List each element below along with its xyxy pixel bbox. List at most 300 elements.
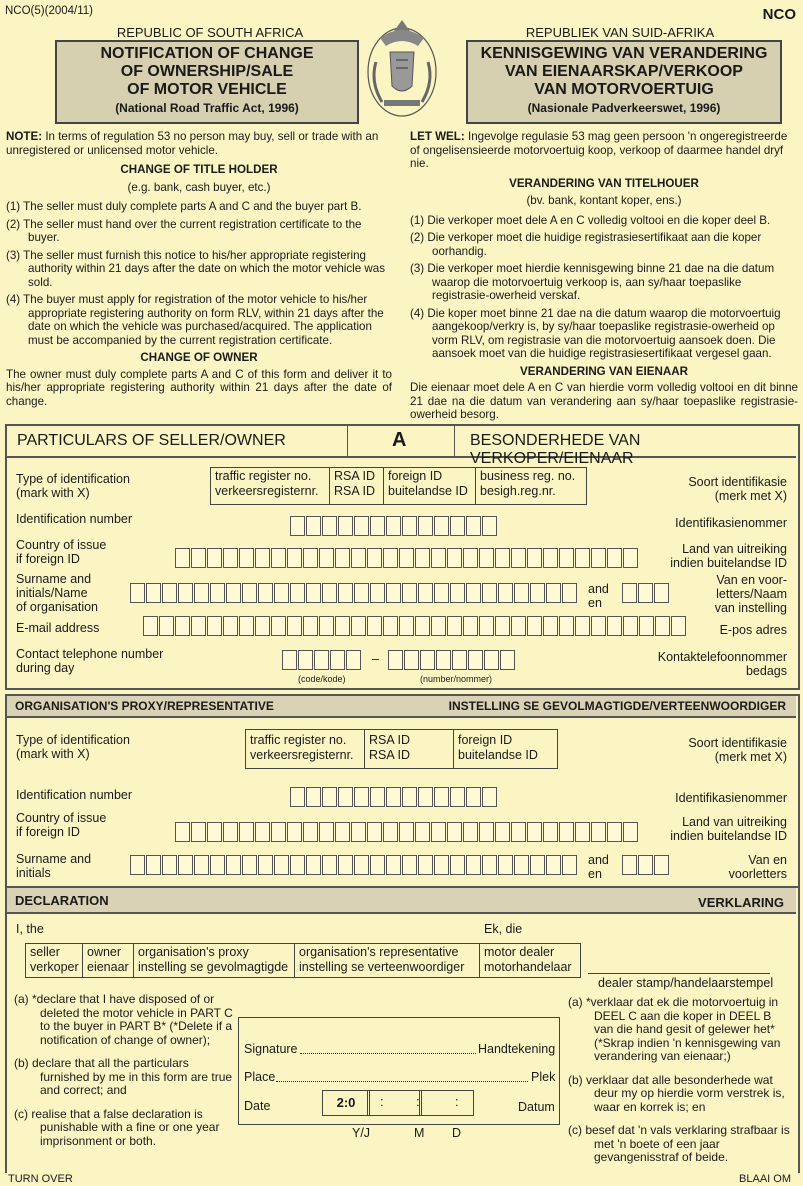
character-cell[interactable] (482, 787, 497, 807)
character-cell[interactable] (420, 650, 435, 670)
character-cell[interactable] (591, 548, 606, 568)
proxy-right-heading: INSTELLING SE GEVOLMAGTIGDE/VERTEENWOORDIGER (448, 699, 786, 713)
character-cell[interactable] (314, 650, 329, 670)
character-cell[interactable] (450, 787, 465, 807)
part-a-surname-boxes[interactable] (130, 583, 578, 608)
character-cell[interactable] (418, 855, 433, 875)
character-cell[interactable] (130, 855, 145, 875)
coat-of-arms (360, 12, 444, 122)
character-cell[interactable] (194, 583, 209, 603)
character-cell[interactable] (271, 616, 286, 636)
character-cell[interactable] (338, 855, 353, 875)
character-cell[interactable] (383, 822, 398, 842)
character-cell[interactable] (223, 822, 238, 842)
character-cell[interactable] (330, 650, 345, 670)
character-cell[interactable] (575, 822, 590, 842)
character-cell[interactable] (591, 822, 606, 842)
part-a-country-label-af: Land van uitreiking indien buitelandse ID (670, 542, 787, 570)
date-yj-caption: Y/J (352, 1126, 371, 1140)
en-item-1: (1) The seller must duly complete parts A and C and the buyer part B. (6, 200, 362, 213)
character-cell[interactable] (479, 548, 494, 568)
declaration-af-a: (a) *verklaar dat ek die motorvoertuig in DEEL C aan die koper in DEEL B van die hand gesit of gelewer het* (*Skrap indien 'n kennisgewing van verandering van eienaar;) (568, 995, 781, 1063)
dealer-stamp-label: dealer stamp/handelaarstempel (598, 976, 774, 990)
character-cell[interactable] (306, 583, 321, 603)
character-cell[interactable] (338, 583, 353, 603)
signature-line[interactable] (300, 1053, 476, 1054)
left-title-line-3: OF MOTOR VEHICLE (127, 81, 287, 98)
en-title-holder-sub: (e.g. bank, cash buyer, etc.) (127, 180, 271, 194)
date-separators: : (380, 1094, 384, 1109)
character-cell[interactable] (468, 650, 483, 670)
character-cell[interactable] (671, 616, 686, 636)
character-cell[interactable] (143, 616, 158, 636)
part-a-letter-divider-right (454, 426, 455, 456)
character-cell[interactable] (242, 583, 257, 603)
proxy-option-rsa-id[interactable]: RSA ID RSA ID (364, 729, 454, 769)
character-cell[interactable] (498, 855, 513, 875)
character-cell[interactable] (399, 548, 414, 568)
af-note-label: LET WEL: (410, 130, 465, 143)
character-cell[interactable] (415, 548, 430, 568)
part-a-letter-divider-left (347, 426, 348, 456)
proxy-id-number-label-af: Identifikasienommer (675, 791, 787, 805)
character-cell[interactable] (484, 650, 499, 670)
character-cell[interactable] (210, 855, 225, 875)
en-owner-text: The owner must duly complete parts A and C of this form and deliver it to his/her appropriate registering authority within 21 days after the date of change. (6, 367, 392, 408)
af-item-1: (1) Die verkoper moet dele A en C volledig voltooi en die koper deel B. (410, 213, 771, 227)
en-owner-heading: CHANGE OF OWNER (140, 351, 258, 364)
date-day-box[interactable] (419, 1090, 474, 1116)
character-cell[interactable] (498, 583, 513, 603)
place-label: Place (244, 1070, 276, 1084)
character-cell[interactable] (335, 616, 350, 636)
role-organisation-representative[interactable]: organisation's representative instelling se verteenwoordiger (294, 943, 480, 978)
character-cell[interactable] (290, 516, 305, 536)
af-owner-text: Die eienaar moet dele A en C van hierdie vorm volledig voltooi en dit binne 21 dae na die datum van verandering aan sy/haar toepaslike registrasie-owerheid besorg. (410, 381, 798, 421)
part-a-surname-label-af: Van en voor- letters/Naam van instelling (714, 573, 787, 615)
character-cell[interactable] (255, 548, 270, 568)
character-cell[interactable] (194, 855, 209, 875)
character-cell[interactable] (431, 616, 446, 636)
part-a-country-label: Country of issue if foreign ID (16, 538, 107, 566)
declaration-en-c: (c) realise that a false declaration is punishable with a fine or one year imprisonment or both. (14, 1106, 220, 1148)
character-cell[interactable] (562, 855, 577, 875)
place-label-af: Plek (531, 1070, 556, 1084)
character-cell[interactable] (431, 548, 446, 568)
character-cell[interactable] (415, 616, 430, 636)
character-cell[interactable] (319, 548, 334, 568)
declaration-af-b: (b) verklaar dat alle besonderhede wat deur my op hierdie vorm verstrek is, waar en korrek is; en (568, 1072, 785, 1114)
character-cell[interactable] (591, 616, 606, 636)
af-title-holder-heading: VERANDERING VAN TITELHOUER (509, 176, 699, 190)
character-cell[interactable] (175, 616, 190, 636)
character-cell[interactable] (654, 855, 669, 875)
date-month-box[interactable] (367, 1090, 422, 1116)
character-cell[interactable] (463, 822, 478, 842)
character-cell[interactable] (226, 583, 241, 603)
character-cell[interactable] (495, 548, 510, 568)
right-title-line-2: VAN EIENAARSKAP/VERKOOP (505, 63, 743, 80)
character-cell[interactable] (434, 583, 449, 603)
character-cell[interactable] (207, 616, 222, 636)
character-cell[interactable] (388, 650, 403, 670)
character-cell[interactable] (527, 616, 542, 636)
character-cell[interactable] (622, 583, 637, 603)
part-a-option-foreign-id[interactable]: foreign ID buitelandse ID (383, 467, 476, 505)
character-cell[interactable] (322, 516, 337, 536)
character-cell[interactable] (466, 787, 481, 807)
character-cell[interactable] (303, 548, 318, 568)
date-label: Date (244, 1099, 271, 1113)
character-cell[interactable] (303, 822, 318, 842)
character-cell[interactable] (274, 583, 289, 603)
proxy-country-boxes[interactable] (175, 822, 639, 847)
character-cell[interactable] (415, 822, 430, 842)
character-cell[interactable] (434, 855, 449, 875)
character-cell[interactable] (258, 855, 273, 875)
af-item-3: (3) Die verkoper moet hierdie kennisgewing binne 21 dae na die datum waarop die motorvoertuig verkoop is, aan sy/haar toepaslike registrasie-owerheid verskaf. (410, 262, 775, 302)
date-d-caption: D (452, 1126, 462, 1140)
character-cell[interactable] (559, 616, 574, 636)
character-cell[interactable] (654, 583, 669, 603)
character-cell[interactable] (306, 787, 321, 807)
character-cell[interactable] (191, 616, 206, 636)
character-cell[interactable] (306, 855, 321, 875)
part-a-initials-boxes[interactable] (622, 583, 670, 608)
character-cell[interactable] (383, 616, 398, 636)
proxy-left-heading: ORGANISATION'S PROXY/REPRESENTATIVE (15, 699, 274, 713)
role-seller[interactable]: seller verkoper (25, 943, 83, 978)
character-cell[interactable] (638, 855, 653, 875)
character-cell[interactable] (322, 583, 337, 603)
character-cell[interactable] (607, 616, 622, 636)
left-title-box (55, 40, 359, 124)
character-cell[interactable] (655, 616, 670, 636)
character-cell[interactable] (370, 516, 385, 536)
character-cell[interactable] (242, 855, 257, 875)
part-a-email-label-af: E-pos adres (719, 623, 787, 637)
form-code: NCO(5)(2004/11) (5, 5, 93, 17)
character-cell[interactable] (258, 583, 273, 603)
part-a-id-number-boxes[interactable] (290, 516, 498, 541)
character-cell[interactable] (575, 616, 590, 636)
character-cell[interactable] (271, 548, 286, 568)
left-act: (National Road Traffic Act, 1996) (115, 101, 299, 115)
character-cell[interactable] (623, 616, 638, 636)
character-cell[interactable] (495, 616, 510, 636)
part-a-right-heading: BESONDERHEDE VAN VERKOPER/EIENAAR (470, 432, 641, 467)
character-cell[interactable] (306, 516, 321, 536)
part-a-number-caption: (number/nommer) (420, 674, 493, 684)
dealer-stamp-line (588, 973, 770, 974)
character-cell[interactable] (282, 650, 297, 670)
af-item-2: (2) Die verkoper moet die huidige registrasiesertifikaat aan die koper oorhandig. (410, 231, 762, 258)
character-cell[interactable] (450, 583, 465, 603)
character-cell[interactable] (351, 616, 366, 636)
character-cell[interactable] (562, 583, 577, 603)
part-a-type-id-label-af: Soort identifikasie (merk met X) (688, 475, 787, 503)
character-cell[interactable] (447, 548, 462, 568)
date-label-af: Datum (518, 1100, 555, 1114)
character-cell[interactable] (450, 516, 465, 536)
character-cell[interactable] (399, 822, 414, 842)
character-cell[interactable] (351, 822, 366, 842)
proxy-country-label-af: Land van uitreiking indien buitelandse ID (670, 815, 787, 843)
signature-label: Signature (244, 1042, 298, 1056)
signature-label-af: Handtekening (478, 1042, 556, 1056)
character-cell[interactable] (159, 616, 174, 636)
left-title-line-1: NOTIFICATION OF CHANGE (100, 45, 314, 62)
character-cell[interactable] (162, 855, 177, 875)
character-cell[interactable] (402, 855, 417, 875)
character-cell[interactable] (450, 855, 465, 875)
character-cell[interactable] (162, 583, 177, 603)
part-a-phone-label: Contact telephone number during day (16, 647, 164, 675)
character-cell[interactable] (386, 787, 401, 807)
character-cell[interactable] (623, 548, 638, 568)
character-cell[interactable] (418, 787, 433, 807)
proxy-and-label: and en (588, 853, 609, 881)
proxy-initials-boxes[interactable] (622, 855, 670, 880)
declaration-en-b: (b) declare that all the particulars furnished by me in this form are true and correct; and (14, 1056, 233, 1097)
proxy-surname-boxes[interactable] (130, 855, 578, 880)
character-cell[interactable] (287, 616, 302, 636)
en-item-3: (3) The seller must furnish this notice to his/her appropriate registering authority within 21 days after the date on which the motor vehicle was sold. (6, 248, 386, 289)
character-cell[interactable] (383, 548, 398, 568)
character-cell[interactable] (386, 583, 401, 603)
character-cell[interactable] (436, 650, 451, 670)
part-a-email-label: E-mail address (16, 621, 100, 635)
character-cell[interactable] (466, 583, 481, 603)
right-title-line-3: VAN MOTORVOERTUIG (534, 81, 714, 98)
character-cell[interactable] (482, 516, 497, 536)
character-cell[interactable] (530, 855, 545, 875)
character-cell[interactable] (546, 855, 561, 875)
character-cell[interactable] (527, 548, 542, 568)
part-a-phone-label-af: Kontaktelefoonnommer bedags (657, 650, 787, 678)
character-cell[interactable] (319, 616, 334, 636)
role-owner[interactable]: owner eienaar (82, 943, 134, 978)
character-cell[interactable] (511, 616, 526, 636)
en-item-4: (4) The buyer must apply for registration of the motor vehicle to his/her appropriate registering authority on form RLV, within 21 days after the date on which the vehicle was purchased/acquired. The application must be accompanied by the current registration certificate. (6, 293, 384, 347)
character-cell[interactable] (255, 616, 270, 636)
character-cell[interactable] (271, 822, 286, 842)
part-a-code-caption: (code/kode) (298, 674, 346, 684)
role-motor-dealer[interactable]: motor dealer motorhandelaar (479, 943, 581, 978)
right-title-box (466, 40, 782, 124)
character-cell[interactable] (431, 822, 446, 842)
proxy-option-foreign-id[interactable]: foreign ID buitelandse ID (453, 729, 558, 769)
character-cell[interactable] (338, 787, 353, 807)
character-cell[interactable] (402, 583, 417, 603)
character-cell[interactable] (370, 855, 385, 875)
af-title-holder-sub: (bv. bank, kontant koper, ens.) (526, 194, 682, 207)
character-cell[interactable] (354, 516, 369, 536)
character-cell[interactable] (287, 548, 302, 568)
place-line[interactable] (276, 1081, 528, 1082)
character-cell[interactable] (466, 855, 481, 875)
en-note: In terms of regulation 53 no person may buy, sell or trade with an unregistered or unlicensed motor vehicle. (6, 130, 379, 157)
character-cell[interactable] (226, 855, 241, 875)
character-cell[interactable] (367, 548, 382, 568)
character-cell[interactable] (298, 650, 313, 670)
character-cell[interactable] (530, 583, 545, 603)
af-note: Ingevolge regulasie 53 mag geen persoon 'n ongeregistreerde of ongelisensieerde motorvoertuig koop, verkoop of daarmee handel dryf nie. (410, 130, 788, 170)
character-cell[interactable] (175, 548, 190, 568)
character-cell[interactable] (452, 650, 467, 670)
character-cell[interactable] (287, 822, 302, 842)
proxy-id-number-boxes[interactable] (290, 787, 498, 812)
character-cell[interactable] (255, 822, 270, 842)
character-cell[interactable] (607, 548, 622, 568)
character-cell[interactable] (191, 822, 206, 842)
character-cell[interactable] (274, 855, 289, 875)
character-cell[interactable] (367, 822, 382, 842)
character-cell[interactable] (399, 616, 414, 636)
character-cell[interactable] (354, 787, 369, 807)
character-cell[interactable] (607, 822, 622, 842)
character-cell[interactable] (479, 616, 494, 636)
character-cell[interactable] (514, 855, 529, 875)
character-cell[interactable] (495, 822, 510, 842)
character-cell[interactable] (354, 855, 369, 875)
character-cell[interactable] (335, 548, 350, 568)
character-cell[interactable] (418, 583, 433, 603)
part-a-country-boxes[interactable] (175, 548, 639, 573)
character-cell[interactable] (303, 616, 318, 636)
character-cell[interactable] (290, 787, 305, 807)
part-a-left-heading: PARTICULARS OF SELLER/OWNER (17, 432, 286, 449)
en-title-holder-heading: CHANGE OF TITLE HOLDER (120, 163, 278, 176)
part-a-option-business-reg[interactable]: business reg. no. besigh.reg.nr. (475, 467, 587, 505)
character-cell[interactable] (175, 822, 190, 842)
character-cell[interactable] (239, 822, 254, 842)
character-cell[interactable] (351, 548, 366, 568)
character-cell[interactable] (367, 616, 382, 636)
declaration-right-heading: VERKLARING (698, 895, 784, 910)
part-a-email-boxes[interactable] (143, 616, 687, 641)
character-cell[interactable] (207, 548, 222, 568)
character-cell[interactable] (482, 855, 497, 875)
date-separators-3: : (455, 1094, 459, 1109)
proxy-surname-label-af: Van en voorletters (728, 853, 787, 881)
character-cell[interactable] (191, 548, 206, 568)
character-cell[interactable] (290, 583, 305, 603)
character-cell[interactable] (639, 616, 654, 636)
character-cell[interactable] (434, 516, 449, 536)
character-cell[interactable] (543, 822, 558, 842)
proxy-option-traffic-register[interactable]: traffic register no. verkeersregisternr. (245, 729, 365, 769)
character-cell[interactable] (386, 516, 401, 536)
part-a-id-number-label-af: Identifikasienommer (675, 516, 787, 530)
character-cell[interactable] (370, 787, 385, 807)
role-organisation-proxy[interactable]: organisation's proxy instelling se gevolmagtigde (133, 943, 295, 978)
character-cell[interactable] (543, 548, 558, 568)
character-cell[interactable] (511, 822, 526, 842)
character-cell[interactable] (223, 616, 238, 636)
character-cell[interactable] (322, 855, 337, 875)
character-cell[interactable] (418, 516, 433, 536)
proxy-country-label: Country of issue if foreign ID (16, 811, 107, 839)
character-cell[interactable] (223, 548, 238, 568)
character-cell[interactable] (370, 583, 385, 603)
character-cell[interactable] (575, 548, 590, 568)
character-cell[interactable] (527, 822, 542, 842)
character-cell[interactable] (447, 616, 462, 636)
en-note-label: NOTE: (6, 130, 43, 143)
character-cell[interactable] (146, 855, 161, 875)
right-act: (Nasionale Padverkeerswet, 1996) (527, 101, 721, 115)
right-country: REPUBLIEK VAN SUID-AFRIKA (525, 25, 715, 40)
character-cell[interactable] (482, 583, 497, 603)
character-cell[interactable] (638, 583, 653, 603)
proxy-type-id-label: Type of identification (mark with X) (16, 733, 130, 761)
character-cell[interactable] (623, 822, 638, 842)
character-cell[interactable] (622, 855, 637, 875)
blaai-om: BLAAI OM (739, 1173, 791, 1185)
character-cell[interactable] (335, 822, 350, 842)
character-cell[interactable] (514, 583, 529, 603)
part-a-phone-dash: – (372, 652, 379, 666)
part-a-and-label: and en (588, 582, 609, 610)
character-cell[interactable] (178, 583, 193, 603)
character-cell[interactable] (479, 822, 494, 842)
declaration-ek-die: Ek, die (484, 922, 523, 936)
character-cell[interactable] (239, 548, 254, 568)
character-cell[interactable] (546, 583, 561, 603)
character-cell[interactable] (559, 822, 574, 842)
character-cell[interactable] (447, 822, 462, 842)
right-title-line-1: KENNISGEWING VAN VERANDERING (480, 45, 768, 62)
character-cell[interactable] (463, 616, 478, 636)
character-cell[interactable] (207, 822, 222, 842)
character-cell[interactable] (386, 855, 401, 875)
character-cell[interactable] (319, 822, 334, 842)
left-country: REPUBLIC OF SOUTH AFRICA (116, 25, 304, 40)
character-cell[interactable] (210, 583, 225, 603)
character-cell[interactable] (511, 548, 526, 568)
character-cell[interactable] (178, 855, 193, 875)
character-cell[interactable] (404, 650, 419, 670)
character-cell[interactable] (543, 616, 558, 636)
left-title-line-2: OF OWNERSHIP/SALE (120, 63, 294, 80)
character-cell[interactable] (500, 650, 515, 670)
character-cell[interactable] (290, 855, 305, 875)
character-cell[interactable] (322, 787, 337, 807)
form-short-code: NCO (762, 6, 796, 23)
character-cell[interactable] (434, 787, 449, 807)
declaration-header (7, 888, 796, 914)
character-cell[interactable] (559, 548, 574, 568)
character-cell[interactable] (146, 583, 161, 603)
part-a-option-traffic-register[interactable]: traffic register no. verkeersregisternr. (210, 467, 330, 505)
part-a-option-rsa-id[interactable]: RSA ID RSA ID (329, 467, 384, 505)
character-cell[interactable] (354, 583, 369, 603)
character-cell[interactable] (463, 548, 478, 568)
character-cell[interactable] (338, 516, 353, 536)
character-cell[interactable] (402, 787, 417, 807)
character-cell[interactable] (346, 650, 361, 670)
character-cell[interactable] (402, 516, 417, 536)
character-cell[interactable] (239, 616, 254, 636)
proxy-header (7, 696, 796, 718)
character-cell[interactable] (466, 516, 481, 536)
character-cell[interactable] (130, 583, 145, 603)
declaration-en-clauses (14, 993, 236, 1152)
part-a-header (7, 426, 796, 467)
declaration-af-c: (c) besef dat 'n vals verklaring strafbaar is met 'n boete of een jaar gevangenisstraf of beide. (568, 1123, 790, 1164)
date-year-box[interactable]: 2:0 (322, 1090, 370, 1116)
